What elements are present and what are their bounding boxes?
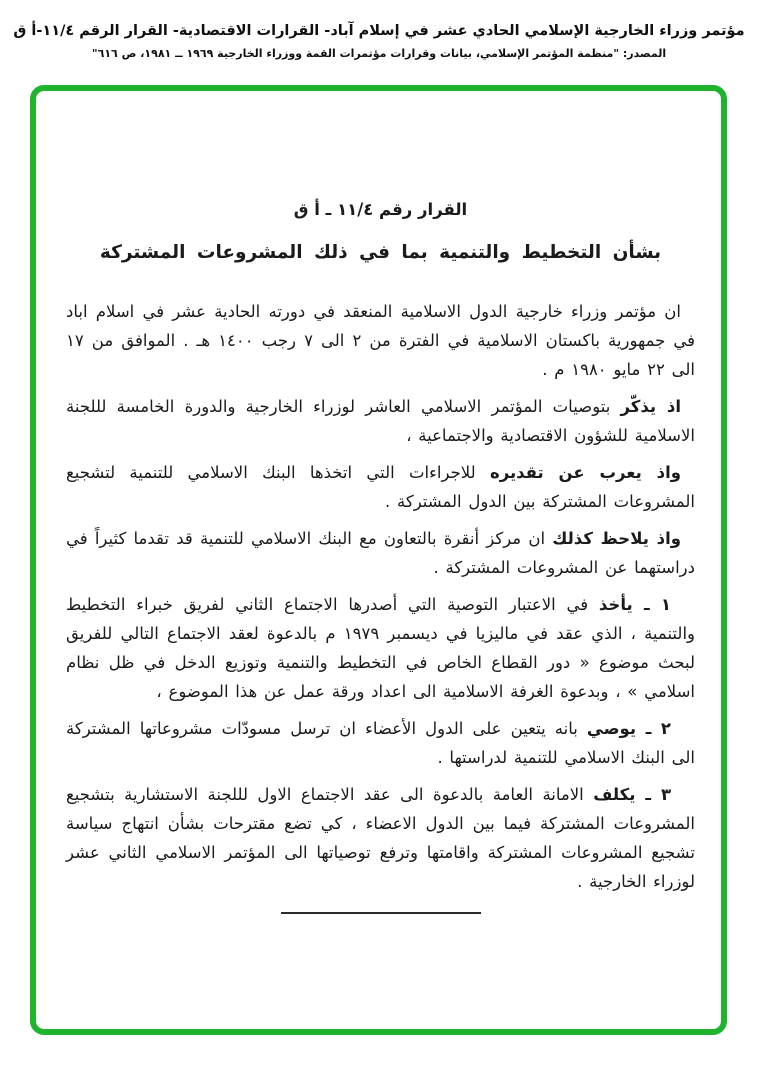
paragraph-lead: ١ ـ يأخذ [598, 595, 671, 614]
operative-clause-2 [66, 714, 695, 772]
preamble-paragraph-2 [66, 392, 695, 450]
paragraph-lead: ٢ ـ يوصي [586, 719, 671, 738]
paragraph-text: ان مركز أنقرة بالتعاون مع البنك الاسلامي للتنمية قد تقدما كثيراً في دراستهما عن المشروعات المشتركة . [66, 529, 695, 577]
citation-line-2: المصدر: "منظمة المؤتمر الإسلامي، بيانات وقرارات مؤتمرات القمة ووزراء الخارجية ١٩٦٩ ــ ١٩٨١، ص ٦١٦" [91, 47, 667, 60]
paragraph-text: ان مؤتمر وزراء خارجية الدول الاسلامية المنعقد في دورته الحادية عشر في اسلام اباد في جمهورية باكستان الاسلامية في الفترة من ٢ الى ٧ رجب ١٤٠٠ هـ . الموافق من ١٧ الى ٢٢ مايو ١٩٨٠ م . [66, 302, 696, 379]
document-frame [30, 85, 727, 1035]
paragraph-text: في الاعتبار التوصية التي أصدرها الاجتماع الثاني لفريق خبراء التخطيط والتنمية ، الذي عقد في ماليزيا في ديسمبر ١٩٧٩ م بالدعوة لعقد الاجتماع التالي للفريق لبحث موضوع « دور القطاع الخاص في التخطيط والتنمية وتوزيع الدخل في ظل نظام اسلامي » ، وبدعوة الغرفة الاسلامية الى اعداد ورقة عمل عن هذا الموضوع ، [66, 595, 695, 701]
paragraph-text: بتوصيات المؤتمر الاسلامي العاشر لوزراء الخارجية والدورة الخامسة لللجنة الاسلامية للشؤون الاقتصادية والاجتماعية ، [66, 397, 695, 445]
operative-clause-3 [66, 780, 695, 896]
document-page [36, 91, 721, 914]
resolution-subject-title: بشأن التخطيط والتنمية بما في ذلك المشروعات المشتركة [99, 242, 662, 263]
preamble-paragraph-1 [66, 297, 695, 384]
citation-line-1: مؤتمر وزراء الخارجية الإسلامي الحادي عشر في إسلام آباد- القرارات الاقتصادية- القرار الرقم ١١/٤-أ ق [13, 23, 745, 39]
paragraph-text: بانه يتعين على الدول الأعضاء ان ترسل مسودّات مشروعاتها المشتركة الى البنك الاسلامي للتنمية لدراستها . [66, 719, 695, 767]
paragraph-lead: اذ يذكّر [620, 397, 681, 416]
resolution-number-title: القرار رقم ١١/٤ ـ أ ق [293, 200, 468, 219]
paragraph-lead: واذ يعرب عن تقديره [489, 463, 681, 482]
paragraph-text: الامانة العامة بالدعوة الى عقد الاجتماع الاول لللجنة الاستشارية بتشجيع المشروعات المشتركة فيما بين الدول الاعضاء ، كي تضع مقترحات بشأن انتهاج سياسة تشجيع المشروعات المشتركة واقامتها وترفع توصياتها الى المؤتمر الاسلامي الثاني عشر لوزراء الخارجية . [66, 785, 695, 891]
preamble-paragraph-3 [66, 458, 695, 516]
preamble-paragraph-4 [66, 524, 695, 582]
paragraph-text: للاجراءات التي اتخذها البنك الاسلامي للتنمية لتشجيع المشروعات المشتركة بين الدول المشتركة . [66, 463, 695, 511]
citation-header [0, 0, 758, 61]
paragraph-lead: واذ يلاحظ كذلك [552, 529, 681, 548]
paragraph-lead: ٣ ـ يكلف [593, 785, 672, 804]
operative-clause-1 [66, 590, 695, 706]
end-divider [281, 912, 481, 914]
